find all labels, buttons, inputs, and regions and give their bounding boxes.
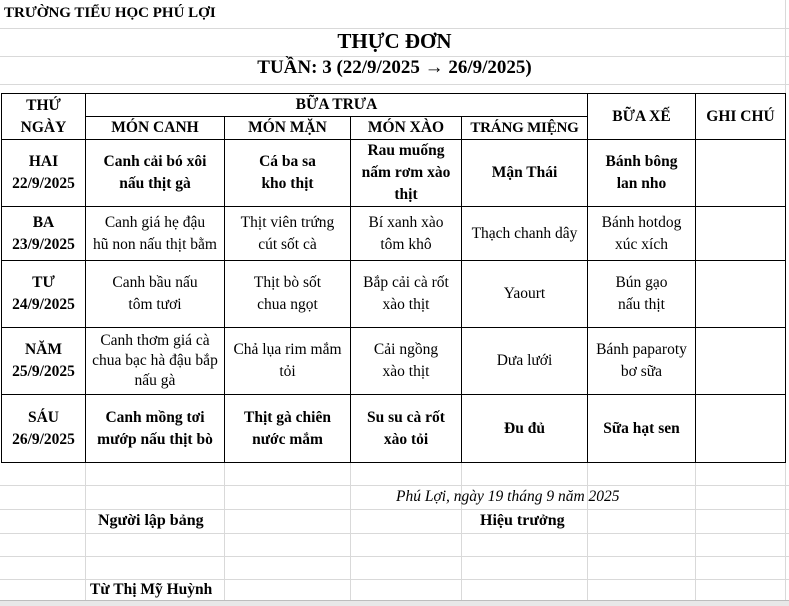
school-name: TRƯỜNG TIỂU HỌC PHÚ LỢI (4, 5, 216, 21)
salty-cell: Thịt viên trứng cút sốt cà (225, 207, 351, 261)
salty-cell: Chả lụa rim mắm tỏi (225, 328, 351, 395)
dessert-cell: Yaourt (462, 261, 588, 328)
header-dessert: TRÁNG MIỆNG (462, 117, 588, 140)
place-date: Phú Lợi, ngày 19 tháng 9 năm 2025 (396, 488, 620, 505)
table-row (2, 140, 786, 207)
table-row (2, 328, 786, 395)
page-title: THỰC ĐƠN (337, 29, 452, 53)
note-cell[interactable] (696, 328, 786, 395)
stirfry-cell: Rau muống nấm rơm xào thịt (351, 140, 462, 207)
snack-cell: Bánh hotdog xúc xích (588, 207, 696, 261)
soup-cell: Canh thơm giá cà chua bạc hà đậu bắp nấu gà (86, 328, 225, 395)
note-cell[interactable] (696, 207, 786, 261)
day-cell: NĂM 25/9/2025 (2, 328, 86, 395)
stirfry-cell: Bí xanh xào tôm khô (351, 207, 462, 261)
day-cell: BA 23/9/2025 (2, 207, 86, 261)
stirfry-cell: Su su cà rốt xào tỏi (351, 395, 462, 463)
snack-cell: Bánh paparoty bơ sữa (588, 328, 696, 395)
note-cell[interactable] (696, 140, 786, 207)
salty-cell: Cá ba sa kho thịt (225, 140, 351, 207)
principal-label: Hiệu trưởng (480, 512, 565, 529)
soup-cell: Canh cải bó xôi nấu thịt gà (86, 140, 225, 207)
salty-cell: Thịt bò sốt chua ngọt (225, 261, 351, 328)
table-row (2, 261, 786, 328)
header-soup: MÓN CANH (86, 117, 225, 140)
header-note: GHI CHÚ (696, 94, 786, 140)
dessert-cell: Đu đủ (462, 395, 588, 463)
note-cell[interactable] (696, 395, 786, 463)
week-range: TUẦN: 3 (22/9/2025 → 26/9/2025) (257, 57, 532, 78)
header-stirfry: MÓN XÀO (351, 117, 462, 140)
prepared-by-label: Người lập bảng (98, 512, 204, 529)
table-row (2, 395, 786, 463)
soup-cell: Canh bầu nấu tôm tươi (86, 261, 225, 328)
sheet-tab-bar[interactable] (0, 600, 789, 606)
menu-table (1, 93, 786, 463)
header-day: THỨ NGÀY (2, 94, 86, 140)
table-row (2, 207, 786, 261)
soup-cell: Canh mồng tơi mướp nấu thịt bò (86, 395, 225, 463)
snack-cell: Bún gạo nấu thịt (588, 261, 696, 328)
day-cell: HAI 22/9/2025 (2, 140, 86, 207)
header-salty: MÓN MẶN (225, 117, 351, 140)
dessert-cell: Dưa lưới (462, 328, 588, 395)
stirfry-cell: Bắp cải cà rốt xào thịt (351, 261, 462, 328)
note-cell[interactable] (696, 261, 786, 328)
prepared-by-name: Từ Thị Mỹ Huỳnh (90, 581, 213, 598)
soup-cell: Canh giá hẹ đậu hũ non nấu thịt bằm (86, 207, 225, 261)
header-snack: BỮA XẾ (588, 94, 696, 140)
dessert-cell: Mận Thái (462, 140, 588, 207)
dessert-cell: Thạch chanh dây (462, 207, 588, 261)
stirfry-cell: Cải ngồng xào thịt (351, 328, 462, 395)
salty-cell: Thịt gà chiên nước mắm (225, 395, 351, 463)
snack-cell: Sữa hạt sen (588, 395, 696, 463)
day-cell: TƯ 24/9/2025 (2, 261, 86, 328)
snack-cell: Bánh bông lan nho (588, 140, 696, 207)
header-lunch: BỮA TRƯA (86, 94, 588, 117)
day-cell: SÁU 26/9/2025 (2, 395, 86, 463)
